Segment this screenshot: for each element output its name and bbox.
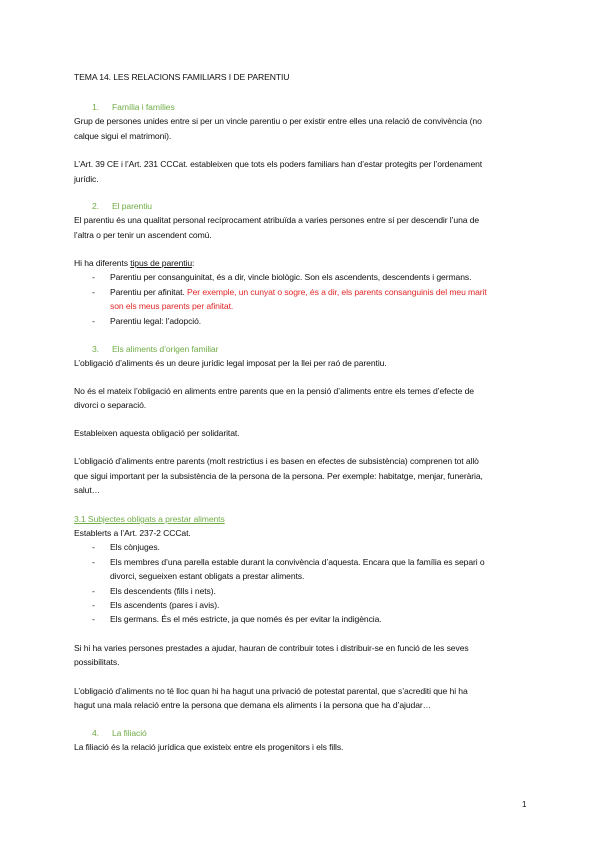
section-4-heading <box>92 728 147 739</box>
section-4-title: La filiació <box>112 728 147 738</box>
section-2-title: El parentiu <box>112 201 152 211</box>
s2-paragraph-1-line-1: El parentiu és una qualitat personal recíprocament atribuïda a varies persones entre sí per descendir l’una de <box>74 215 480 225</box>
section-1-title: Família i famílies <box>112 102 175 112</box>
obligated-bullet-2-line-2: divorci, segueixen estant obligats a prestar aliments. <box>110 571 305 581</box>
types-colon: : <box>192 258 195 268</box>
section-2-number: 2. <box>92 201 99 211</box>
s3-paragraph-6-line-1: L’obligació d’aliments no té lloc quan hi ha hagut una privació de potestat parental, que s’acrediti que hi ha <box>74 686 468 696</box>
s1-paragraph-1-line-1: Grup de persones unides entre si per un vincle parentiu o per existir entre elles una relació de convivència (no <box>74 116 482 126</box>
s1-paragraph-1-line-2: calque sigui el matrimoni). <box>74 131 172 141</box>
s3-paragraph-2-line-1: No és el mateix l’obligació en aliments entre parents que en la pensió d’aliments entre els temes d’efecte de <box>74 386 474 396</box>
s3-paragraph-4-line-1: L’obligació d’aliments entre parents (molt restrictius i es basen en efectes de subsistència) comprenen tot allò <box>74 456 479 466</box>
obligated-bullet-3: Els descendents (fills i nets). <box>110 586 216 596</box>
s3-paragraph-3: Estableixen aquesta obligació per solidaritat. <box>74 428 240 438</box>
s3-paragraph-2-line-2: divorci o separació. <box>74 400 147 410</box>
s3-paragraph-5-line-2: possibilitats. <box>74 657 120 667</box>
bullet-dash: - <box>92 316 95 326</box>
page-number: 1 <box>522 800 527 809</box>
s2-paragraph-1-line-2: l’altra o per tenir un ascendent comú. <box>74 230 212 240</box>
s3-paragraph-1: L’obligació d’aliments és un deure jurídic legal imposat per la llei per raó de parentiu. <box>74 358 387 368</box>
bullet-dash: - <box>92 614 95 624</box>
section-3-heading <box>92 344 218 355</box>
s3-paragraph-6-line-2: hagut una mala relació entre la persona que demana els aliments i la persona que ha d’ajudar… <box>74 700 432 710</box>
section-2-heading <box>92 201 152 212</box>
s1-paragraph-2-line-2: jurídic. <box>74 174 99 184</box>
bullet-2-text: Parentiu per afinitat. <box>110 287 187 297</box>
obligated-bullet-4: Els ascendents (pares i avis). <box>110 600 220 610</box>
s2-bullet-1: Parentiu per consanguinitat, és a dir, vincle biològic. Son els ascendents, descendents i germans. <box>110 272 472 282</box>
section-1-number: 1. <box>92 102 99 112</box>
types-underlined: tipus de parentiu <box>130 258 193 268</box>
bullet-dash: - <box>92 557 95 567</box>
s2-types-intro <box>74 258 194 269</box>
s4-paragraph-1: La filiació és la relació jurídica que existeix entre els progenitors i els fills. <box>74 742 344 752</box>
s2-bullet-2-line-2: son els meus parents per afinitat. <box>110 301 234 311</box>
document-title: TEMA 14. LES RELACIONS FAMILIARS I DE PARENTIU <box>74 72 290 82</box>
subsection-3-1-heading: 3.1 Subjectes obligats a prestar aliments <box>74 514 225 524</box>
obligated-bullet-2-line-1: Els membres d’una parella estable durant la convivència d’aquesta. Encara que la família es separi o <box>110 557 485 567</box>
bullet-dash: - <box>92 586 95 596</box>
section-4-number: 4. <box>92 728 99 738</box>
types-intro-text: Hi ha diferents <box>74 258 131 268</box>
obligated-bullet-5: Els germans. És el més estricte, ja que només és per evitar la indigència. <box>110 614 382 624</box>
bullet-dash: - <box>92 272 95 282</box>
s2-bullet-3: Parentiu legal: l’adopció. <box>110 316 202 326</box>
obligated-bullet-1: Els cònjuges. <box>110 542 160 552</box>
bullet-dash: - <box>92 287 95 297</box>
s3-paragraph-5-line-1: Si hi ha varies persones prestades a ajudar, hauran de contribuir totes i distribuir-se en funció de les seves <box>74 643 469 653</box>
bullet-2-example: Per exemple, un cunyat o sogre, és a dir, els parents consanguinis del meu marit <box>187 287 487 297</box>
bullet-dash: - <box>92 542 95 552</box>
subsection-intro: Establerts a l’Art. 237-2 CCCat. <box>74 528 191 538</box>
s3-paragraph-4-line-2: que sigui important per la subsistència de la persona de la persona. Per exemple: habitatge, menjar, funerària, <box>74 471 483 481</box>
s2-bullet-2 <box>110 287 487 298</box>
section-3-title: Els aliments d’origen familiar <box>112 344 219 354</box>
s3-paragraph-4-line-3: salut… <box>74 485 101 495</box>
s1-paragraph-2-line-1: L’Art. 39 CE i l’Art. 231 CCCat. estableixen que tots els poders familiars han d’estar protegits per l’ordenament <box>74 159 483 169</box>
bullet-dash: - <box>92 600 95 610</box>
section-3-number: 3. <box>92 344 99 354</box>
section-1-heading <box>92 102 175 113</box>
